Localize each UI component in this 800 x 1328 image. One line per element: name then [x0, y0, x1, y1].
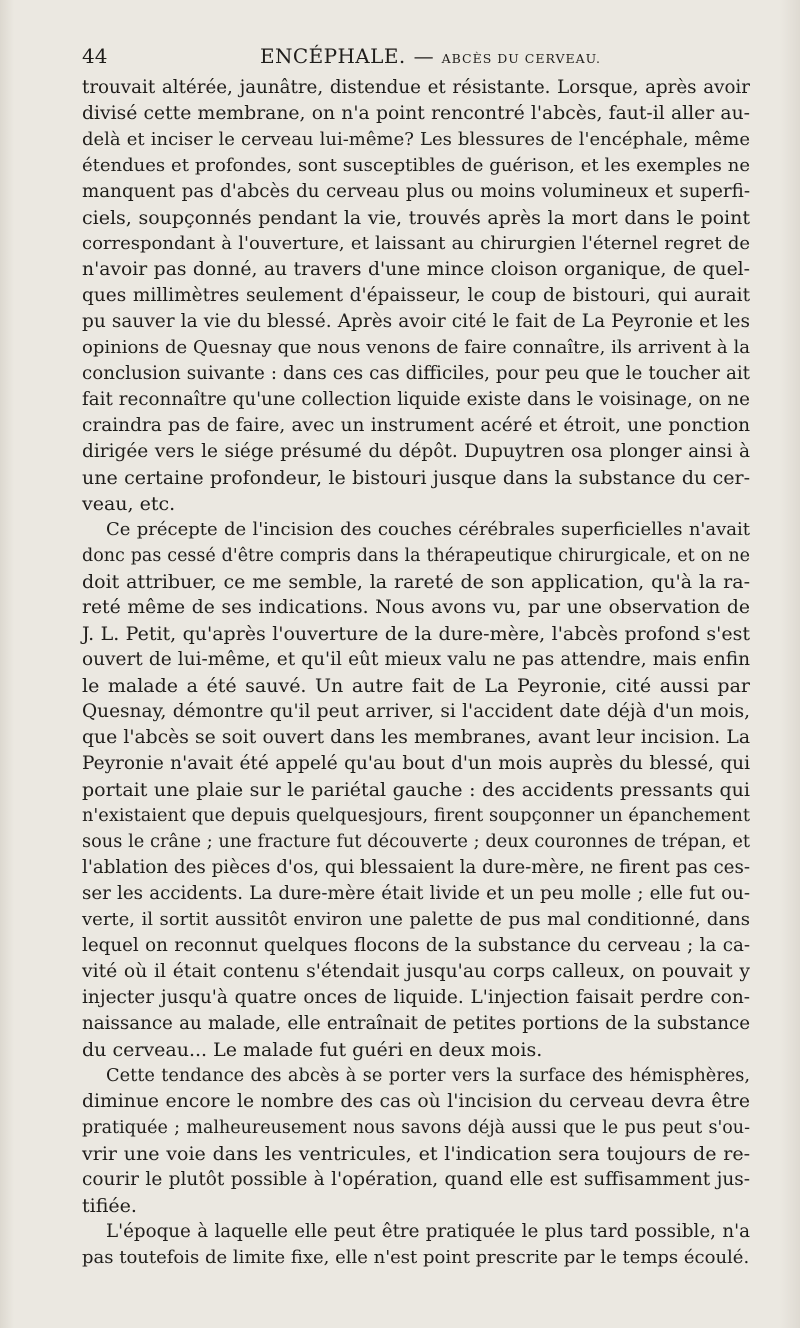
text-line: doit attribuer, ce me semble, la rareté de son application, qu'à la ra-	[82, 571, 750, 593]
page-number: 44	[82, 44, 108, 68]
text-line: étendues et profondes, sont susceptibles de guérison, et les exemples ne	[82, 155, 750, 176]
text-line: le malade a été sauvé. Un autre fait de La Peyronie, cité aussi par	[82, 675, 750, 697]
text-line: dirigée vers le siége présumé du dépôt. Dupuytren osa plonger ainsi à	[82, 441, 750, 462]
running-title-main: ENCÉPHALE.	[260, 44, 406, 68]
text-line: trouvait altérée, jaunâtre, distendue et résistante. Lorsque, après avoir	[82, 77, 750, 98]
running-title	[260, 42, 601, 73]
text-line: sous le crâne ; une fracture fut découverte ; deux couronnes de trépan, et	[82, 832, 750, 852]
text-line: verte, il sortit aussitôt environ une palette de pus mal conditionné, dans	[82, 909, 750, 930]
running-title-sub: ABCÈS DU CERVEAU.	[441, 51, 601, 66]
text-line: du cerveau... Le malade fut guéri en deux mois.	[82, 1039, 543, 1061]
running-title-separator: —	[413, 44, 434, 68]
text-line: craindra pas de faire, avec un instrument acéré et étroit, une ponction	[82, 415, 750, 436]
paragraph	[82, 75, 750, 517]
text-line: Peyronie n'avait été appelé qu'au bout d'un mois auprès du blessé, qui	[82, 753, 750, 774]
text-line: divisé cette membrane, on n'a point rencontré l'abcès, faut-il aller au-	[82, 103, 750, 124]
text-line: vrir une voie dans les ventricules, et l'indication sera toujours de re-	[82, 1143, 750, 1165]
text-line: delà et inciser le cerveau lui-même? Les blessures de l'encéphale, même	[82, 129, 750, 150]
text-line: ouvert de lui-même, et qu'il eût mieux valu ne pas attendre, mais enfin	[82, 649, 750, 670]
text-line: lequel on reconnut quelques flocons de la substance du cerveau ; la ca-	[82, 935, 750, 956]
text-line: veau, etc.	[82, 493, 176, 515]
text-line: l'ablation des pièces d'os, qui blessaient la dure-mère, ne firent pas ces-	[82, 857, 750, 878]
body-text	[82, 75, 750, 1271]
text-line: ques millimètres seulement d'épaisseur, le coup de bistouri, qui aurait	[82, 285, 750, 306]
text-line: n'existaient que depuis quelquesjours, firent soupçonner un épanchement	[82, 806, 750, 826]
text-line: Quesnay, démontre qu'il peut arriver, si l'accident date déjà d'un mois,	[82, 701, 750, 722]
text-line: vité où il était contenu s'étendait jusqu'au corps calleux, on pouvait y	[82, 961, 750, 982]
text-line: J. L. Petit, qu'après l'ouverture de la dure-mère, l'abcès profond s'est	[82, 623, 750, 645]
text-line: naissance au malade, elle entraînait de petites portions de la substance	[82, 1013, 750, 1034]
text-line: portait une plaie sur le pariétal gauche : des accidents pressants qui	[82, 779, 750, 801]
text-line: ciels, soupçonnés pendant la vie, trouvés après la mort dans le point	[82, 207, 750, 229]
text-line: pu sauver la vie du blessé. Après avoir cité le fait de La Peyronie et les	[82, 311, 750, 332]
text-line: donc pas cessé d'être compris dans la thérapeutique chirurgicale, et on ne	[82, 546, 750, 566]
paragraph	[82, 1219, 750, 1271]
text-line: reté même de ses indications. Nous avons vu, par une observation de	[82, 597, 750, 618]
text-line: opinions de Quesnay que nous venons de faire connaître, ils arrivent à la	[82, 337, 750, 358]
text-line: ser les accidents. La dure-mère était livide et un peu molle ; elle fut ou-	[82, 883, 750, 904]
text-line: Ce précepte de l'incision des couches cérébrales superficielles n'avait	[106, 519, 750, 540]
text-line: n'avoir pas donné, au travers d'une mince cloison organique, de quel-	[82, 259, 750, 280]
paragraph	[82, 1063, 750, 1219]
text-line: Cette tendance des abcès à se porter vers la surface des hémisphères,	[106, 1066, 750, 1086]
text-line: pratiquée ; malheureusement nous savons déjà aussi que le pus peut s'ou-	[82, 1118, 750, 1138]
text-line: L'époque à laquelle elle peut être pratiquée le plus tard possible, n'a	[106, 1221, 750, 1242]
page-header	[82, 42, 750, 72]
paragraph	[82, 517, 750, 1063]
text-line: diminue encore le nombre des cas où l'incision du cerveau devra être	[82, 1091, 750, 1112]
text-line: conclusion suivante : dans ces cas difficiles, pour peu que le toucher ait	[82, 363, 750, 384]
text-line: tifiée.	[82, 1195, 137, 1217]
text-line: fait reconnaître qu'une collection liquide existe dans le voisinage, on ne	[82, 389, 750, 410]
text-line: manquent pas d'abcès du cerveau plus ou moins volumineux et superfi-	[82, 181, 750, 202]
text-line: une certaine profondeur, le bistouri jusque dans la substance du cer-	[82, 467, 750, 489]
text-line: correspondant à l'ouverture, et laissant au chirurgien l'éternel regret de	[82, 233, 750, 254]
text-line: courir le plutôt possible à l'opération, quand elle est suffisamment jus-	[82, 1169, 750, 1190]
text-line: pas toutefois de limite fixe, elle n'est point prescrite par le temps écoulé.	[82, 1247, 750, 1268]
text-line: que l'abcès se soit ouvert dans les membranes, avant leur incision. La	[82, 727, 750, 748]
text-line: injecter jusqu'à quatre onces de liquide. L'injection faisait perdre con-	[82, 987, 750, 1008]
